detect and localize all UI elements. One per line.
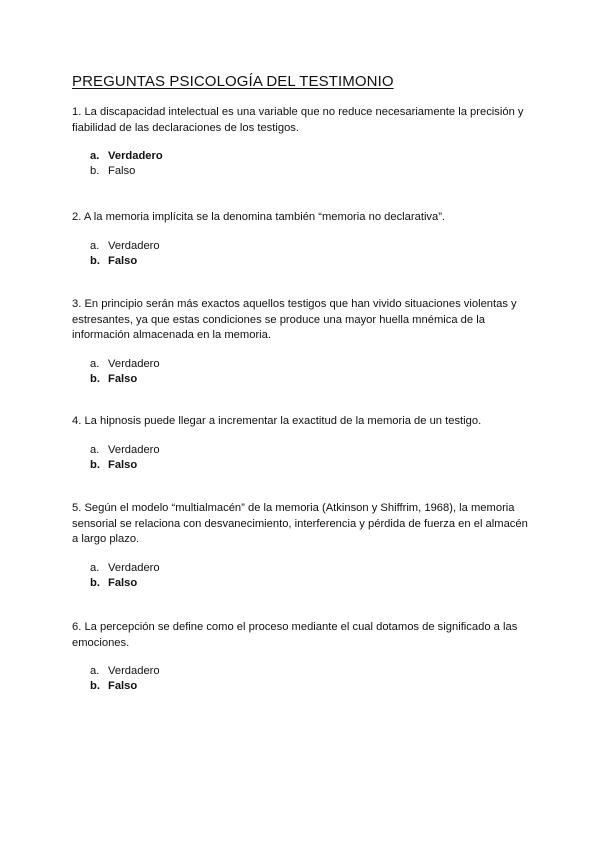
option-letter: b. [90,576,100,589]
option-a [72,239,445,254]
option-b [72,164,532,179]
option-label: Verdadero [108,150,163,162]
option-label: Verdadero [108,561,160,574]
option-letter: b. [90,372,100,385]
option-b [72,372,532,387]
option-label: Verdadero [108,239,160,252]
option-label: Falso [108,372,138,385]
option-letter: a. [90,239,100,252]
option-label: Verdadero [108,357,160,370]
option-letter: a. [90,357,100,370]
option-b [72,458,481,473]
option-label: Falso [108,576,138,589]
option-letter: a. [90,561,100,574]
option-label: Verdadero [108,443,160,456]
question-3 [72,297,532,387]
question-4 [72,414,481,473]
option-b [72,679,532,694]
answer-options [72,149,532,179]
page-title: PREGUNTAS PSICOLOGÍA DEL TESTIMONIO [72,73,394,90]
question-text: 4. La hipnosis puede llegar a incrementar la exactitud de la memoria de un testigo. [72,415,482,427]
question-text: 1. La discapacidad intelectual es una variable que no reduce necesariamente la precisión y fiabilidad de las declaraciones de los testigos. [72,106,524,134]
answer-options [72,357,532,387]
question-text: 5. Según el modelo “multialmacén” de la memoria (Atkinson y Shiffrim, 1968), la memoria sensorial se relaciona con desvanecimiento, interferencia y pérdida de fuerza en el almacén a largo plazo. [72,502,528,545]
question-text: 3. En principio serán más exactos aquellos testigos que han vivido situaciones violentas y estresantes, ya que estas condiciones se produce una mayor huella mnémica de la información almacenada en la memoria. [72,298,517,341]
option-a [72,149,532,164]
option-letter: b. [90,680,100,692]
question-6 [72,620,532,694]
option-letter: b. [90,458,100,471]
question-1 [72,105,532,179]
answer-options [72,239,445,269]
option-a [72,561,532,576]
answer-options [72,664,532,694]
option-letter: b. [90,254,100,267]
option-a [72,357,532,372]
option-b [72,254,445,269]
option-label: Verdadero [108,665,160,677]
option-a [72,443,481,458]
option-label: Falso [108,165,136,177]
option-a [72,664,532,679]
document-page [72,72,532,692]
option-label: Falso [108,254,138,267]
question-2 [72,210,445,269]
option-label: Falso [108,680,138,692]
answer-options [72,443,481,473]
question-text: 2. A la memoria implícita se la denomina también “memoria no declarativa”. [72,211,446,223]
option-b [72,576,532,591]
question-5 [72,501,532,591]
answer-options [72,561,532,591]
option-letter: a. [90,150,100,162]
option-label: Falso [108,458,138,471]
option-letter: a. [90,443,100,456]
option-letter: b. [90,165,100,177]
question-text: 6. La percepción se define como el proceso mediante el cual dotamos de significado a las emociones. [72,621,518,649]
option-letter: a. [90,665,100,677]
